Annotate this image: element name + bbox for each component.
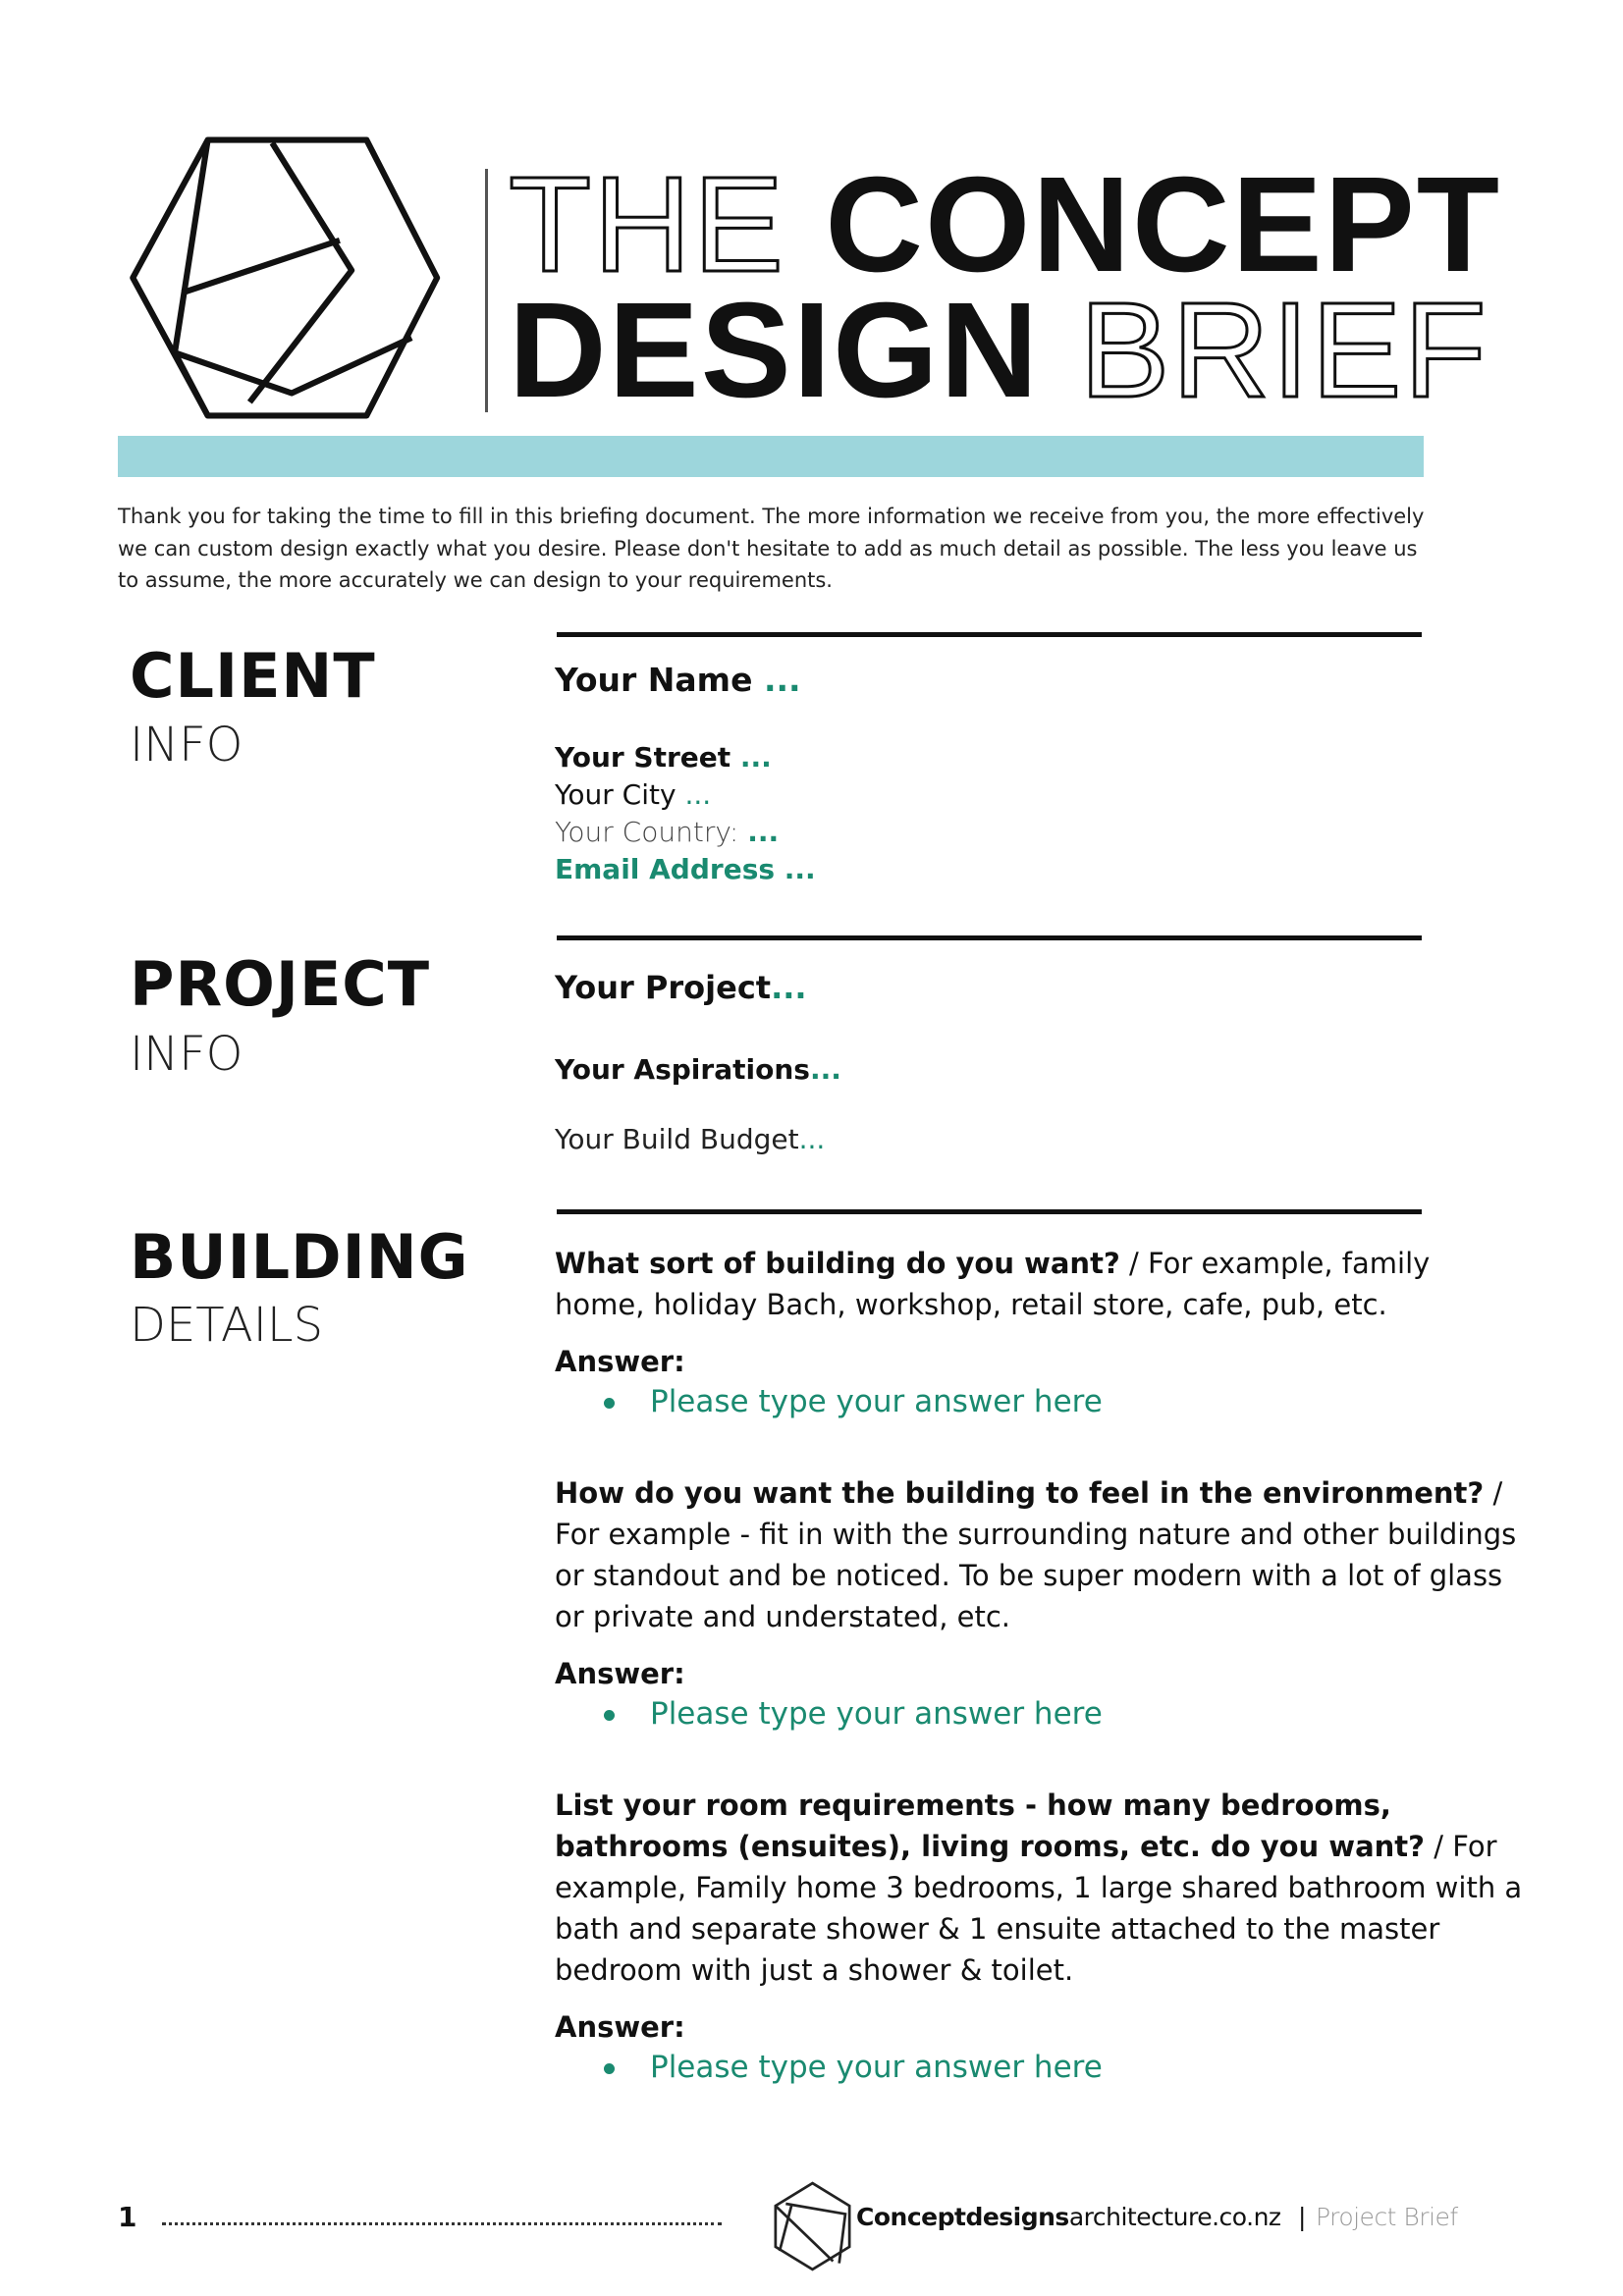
label: Your City (555, 778, 676, 811)
section-rule (557, 935, 1422, 940)
title-line-1 (509, 149, 1502, 300)
your-country-field[interactable] (555, 816, 779, 848)
footer-website (856, 2203, 1458, 2231)
project-heading: PROJECT (130, 948, 431, 1020)
answer-label: Answer: (555, 1345, 685, 1378)
placeholder: ... (747, 816, 780, 848)
your-aspirations-field[interactable] (555, 1053, 841, 1086)
question-2 (555, 1472, 1527, 1637)
title-divider (485, 169, 488, 412)
project-subheading: INFO (130, 1027, 243, 1082)
hexagon-logo (128, 135, 447, 420)
answer-placeholder: Please type your answer here (650, 1384, 1103, 1419)
building-heading: BUILDING (130, 1221, 469, 1293)
answer-placeholder: Please type your answer here (650, 2050, 1103, 2085)
question-3 (555, 1785, 1527, 1991)
site-rest: architecture.co.nz (1068, 2203, 1281, 2231)
bullet-icon (604, 2063, 615, 2074)
your-street-field[interactable] (555, 741, 772, 774)
placeholder: ... (684, 778, 712, 811)
your-project-field[interactable] (555, 969, 807, 1006)
placeholder: ... (798, 1123, 826, 1155)
footer (118, 2191, 1458, 2260)
section-rule (557, 1209, 1422, 1214)
placeholder: ... (809, 1053, 841, 1086)
bullet-icon (604, 1710, 615, 1721)
placeholder: ... (771, 969, 807, 1006)
section-rule (557, 632, 1422, 637)
question-text: / For example, family home, holiday Bach, workshop, retail store, cafe, pub, etc. (555, 1247, 1431, 1321)
title-design: DESIGN (509, 275, 1041, 426)
answer-3-field[interactable] (604, 2050, 1103, 2085)
site-bold: Conceptdesigns (856, 2203, 1069, 2231)
answer-placeholder: Please type your answer here (650, 1696, 1103, 1732)
label: Your Aspirations (555, 1053, 810, 1086)
bullet-icon (604, 1398, 615, 1409)
dotted-leader (162, 2222, 722, 2225)
placeholder: ... (739, 741, 772, 774)
question-bold: List your room requirements - how many bedrooms, bathrooms (ensuites), living rooms, etc. do you want? (555, 1789, 1425, 1863)
placeholder: ... (784, 853, 816, 885)
footer-separator: | (1298, 2203, 1306, 2231)
label: Your Project (555, 969, 772, 1006)
your-city-field[interactable] (555, 778, 711, 811)
title-brief: BRIEF (1079, 275, 1488, 426)
title-the: THE (509, 149, 785, 300)
question-bold: What sort of building do you want? (555, 1247, 1120, 1280)
question-text: / For example - fit in with the surrounding nature and other buildings or standout and be noticed. To be super modern with a lot of glass or private and understated, etc. (555, 1476, 1517, 1633)
label: Your Build Budget (555, 1123, 799, 1155)
question-bold: How do you want the building to feel in the environment? (555, 1476, 1485, 1510)
your-name-field[interactable] (555, 661, 801, 699)
label: Your Name (555, 661, 753, 699)
title-line-2 (509, 275, 1488, 426)
building-subheading: DETAILS (130, 1298, 324, 1353)
client-subheading: INFO (130, 718, 243, 773)
answer-1-field[interactable] (604, 1384, 1103, 1419)
question-text: / For example, Family home 3 bedrooms, 1 large shared bathroom with a bath and separate shower & 1 ensuite attached to the master bedroom with just a shower & toilet. (555, 1830, 1523, 1987)
footer-logo-icon (771, 2181, 854, 2271)
footer-doc-name: Project Brief (1315, 2203, 1458, 2231)
client-heading: CLIENT (130, 640, 376, 712)
answer-2-field[interactable] (604, 1696, 1103, 1732)
label: Email Address (555, 853, 776, 885)
page-number: 1 (118, 2201, 137, 2233)
label: Your Street (555, 741, 731, 774)
label: Your Country: (555, 816, 739, 848)
answer-label: Answer: (555, 1657, 685, 1690)
question-1 (555, 1243, 1527, 1325)
placeholder: ... (763, 661, 801, 699)
build-budget-field[interactable] (555, 1123, 825, 1155)
intro-text: Thank you for taking the time to fill in this briefing document. The more information we receive from you, the more effectively we can custom design exactly what you desire. Please don't hesitate to add as much detail as possible. The less you leave us to assume, the more accurately we can design to your requirements. (118, 505, 1425, 592)
title-concept: CONCEPT (825, 149, 1502, 300)
email-address-field[interactable] (555, 853, 816, 885)
answer-label: Answer: (555, 2010, 685, 2044)
accent-bar (118, 436, 1424, 477)
